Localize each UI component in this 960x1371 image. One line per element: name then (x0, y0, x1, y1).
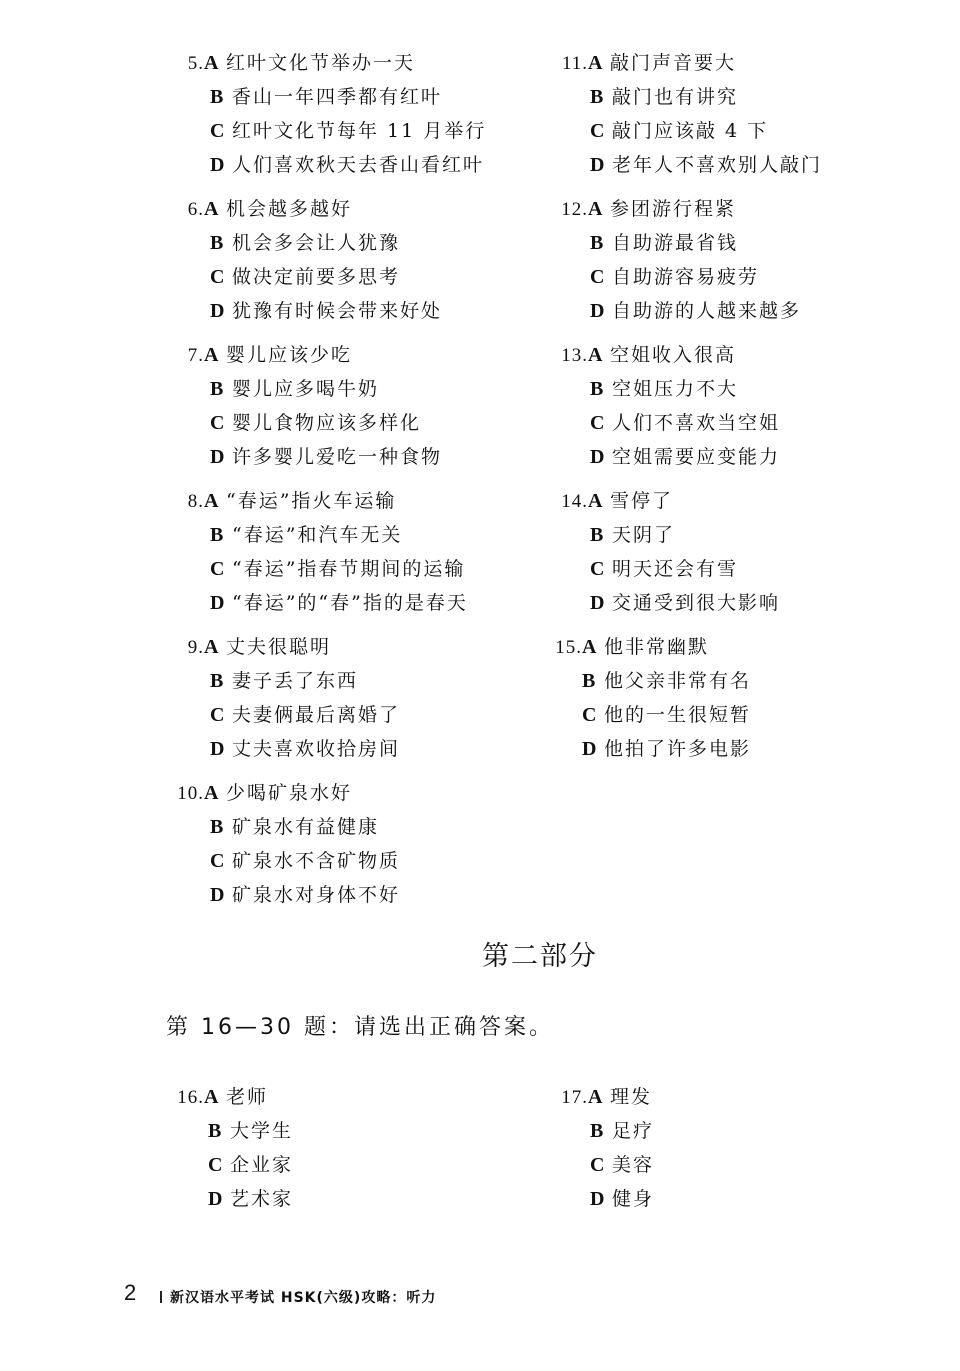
option-text: 艺术家 (230, 1188, 294, 1210)
option-letter: C (582, 704, 597, 726)
option-text: 交通受到很大影响 (612, 592, 781, 614)
question-number: 13. (561, 345, 588, 366)
option-text: 许多婴儿爱吃一种食物 (232, 446, 443, 468)
question-number: 9. (187, 637, 204, 658)
option-text: 少喝矿泉水好 (226, 782, 353, 804)
option-letter: B (210, 524, 224, 546)
option-text: 矿泉水对身体不好 (232, 884, 401, 906)
footer-divider (160, 1291, 162, 1303)
option-text: 机会越多越好 (226, 198, 353, 220)
option-text: 丈夫很聪明 (226, 636, 332, 658)
option-letter: B (208, 1120, 222, 1142)
option-letter: D (590, 592, 605, 614)
option-text: 自助游容易疲劳 (612, 266, 760, 288)
option-letter: D (210, 592, 225, 614)
question-number: 12. (561, 199, 588, 220)
option-text: 婴儿应该少吃 (226, 344, 353, 366)
option-letter: B (582, 670, 596, 692)
option-text: 人们喜欢秋天去香山看红叶 (232, 154, 485, 176)
option-letter: D (210, 300, 225, 322)
option-letter: D (590, 300, 605, 322)
option-text: 敲门应该敲 4 下 (612, 120, 769, 142)
option-text: “春运”指春节期间的运输 (232, 558, 466, 580)
question-17 (546, 1080, 654, 1216)
option-text: “春运”指火车运输 (226, 490, 397, 512)
option-text: 机会多会让人犹豫 (232, 232, 401, 254)
option-letter: A (204, 344, 219, 366)
question-number: 10. (177, 783, 204, 804)
question-number: 14. (561, 491, 588, 512)
option-letter: B (210, 232, 224, 254)
section-title: 第二部分 (482, 941, 598, 972)
option-letter: D (210, 738, 225, 760)
option-letter: B (590, 1120, 604, 1142)
option-letter: A (204, 1086, 219, 1108)
option-text: 婴儿应多喝牛奶 (232, 378, 380, 400)
question-number: 11. (561, 53, 588, 74)
option-text: 自助游的人越来越多 (612, 300, 802, 322)
option-text: 夫妻俩最后离婚了 (232, 704, 401, 726)
option-letter: D (210, 884, 225, 906)
question-number: 17. (561, 1087, 588, 1108)
option-text: 红叶文化节每年 11 月举行 (232, 120, 487, 142)
question-13 (548, 338, 780, 474)
option-text: 自助游最省钱 (612, 232, 739, 254)
option-letter: A (588, 1086, 603, 1108)
option-text: 足疗 (612, 1120, 655, 1142)
option-letter: A (582, 636, 597, 658)
option-text: 老师 (226, 1086, 269, 1108)
option-text: “春运”的“春”指的是春天 (232, 592, 468, 614)
question-number: 8. (187, 491, 204, 512)
option-letter: B (210, 86, 224, 108)
option-letter: D (590, 154, 605, 176)
option-text: 他父亲非常有名 (604, 670, 752, 692)
option-text: 明天还会有雪 (612, 558, 739, 580)
option-text: 他的一生很短暂 (604, 704, 752, 726)
option-text: 矿泉水有益健康 (232, 816, 380, 838)
option-text: 敲门声音要大 (610, 52, 737, 74)
question-10 (166, 776, 400, 912)
option-letter: D (582, 738, 597, 760)
option-letter: B (590, 232, 604, 254)
question-9 (170, 630, 400, 766)
option-letter: A (204, 52, 219, 74)
option-text: 他拍了许多电影 (604, 738, 752, 760)
option-text: 他非常幽默 (604, 636, 710, 658)
option-text: 天阴了 (612, 524, 676, 546)
option-text: 大学生 (230, 1120, 294, 1142)
option-text: 理发 (610, 1086, 653, 1108)
option-letter: C (590, 120, 605, 142)
question-11 (548, 46, 822, 182)
option-letter: A (204, 198, 219, 220)
option-text: 健身 (612, 1188, 655, 1210)
option-letter: B (210, 670, 224, 692)
option-letter: D (590, 446, 605, 468)
option-text: 婴儿食物应该多样化 (232, 412, 422, 434)
option-letter: D (590, 1188, 605, 1210)
option-letter: D (210, 154, 225, 176)
section-instruction: 第 16—30 题：请选出正确答案。 (166, 1015, 554, 1040)
option-letter: B (590, 86, 604, 108)
option-letter: C (210, 704, 225, 726)
question-number: 5. (187, 53, 204, 74)
option-text: 雪停了 (610, 490, 674, 512)
question-number: 16. (177, 1087, 204, 1108)
option-letter: A (588, 490, 603, 512)
option-text: 美容 (612, 1154, 655, 1176)
option-letter: C (590, 412, 605, 434)
question-number: 15. (555, 637, 582, 658)
option-letter: A (204, 636, 219, 658)
option-letter: B (210, 378, 224, 400)
option-text: 空姐收入很高 (610, 344, 737, 366)
page-number: 2 (124, 1280, 137, 1305)
option-letter: C (590, 1154, 605, 1176)
option-letter: B (590, 378, 604, 400)
option-text: 做决定前要多思考 (232, 266, 401, 288)
book-title: 新汉语水平考试 HSK(六级)攻略：听力 (170, 1290, 437, 1306)
option-letter: C (210, 412, 225, 434)
option-text: 企业家 (230, 1154, 294, 1176)
option-letter: A (204, 782, 219, 804)
option-text: 犹豫有时候会带来好处 (232, 300, 443, 322)
option-letter: C (210, 850, 225, 872)
option-letter: B (590, 524, 604, 546)
option-text: 参团游行程紧 (610, 198, 737, 220)
option-letter: D (210, 446, 225, 468)
option-text: 妻子丢了东西 (232, 670, 359, 692)
option-letter: C (210, 120, 225, 142)
question-5 (170, 46, 486, 182)
option-text: 人们不喜欢当空姐 (612, 412, 781, 434)
question-8 (170, 484, 468, 620)
question-16 (166, 1080, 293, 1216)
option-letter: C (590, 266, 605, 288)
option-text: 丈夫喜欢收拾房间 (232, 738, 401, 760)
option-letter: A (204, 490, 219, 512)
question-12 (548, 192, 801, 328)
option-letter: B (210, 816, 224, 838)
question-number: 6. (187, 199, 204, 220)
option-letter: C (210, 558, 225, 580)
option-text: 红叶文化节举办一天 (226, 52, 416, 74)
option-text: 老年人不喜欢别人敲门 (612, 154, 823, 176)
option-letter: A (588, 52, 603, 74)
option-letter: A (588, 344, 603, 366)
option-text: 香山一年四季都有红叶 (232, 86, 443, 108)
option-text: “春运”和汽车无关 (232, 524, 403, 546)
option-letter: C (210, 266, 225, 288)
option-text: 空姐需要应变能力 (612, 446, 781, 468)
option-text: 空姐压力不大 (612, 378, 739, 400)
option-letter: A (588, 198, 603, 220)
option-text: 矿泉水不含矿物质 (232, 850, 401, 872)
option-letter: C (208, 1154, 223, 1176)
question-number: 7. (187, 345, 204, 366)
running-footer (160, 1287, 436, 1307)
question-7 (170, 338, 442, 474)
question-15 (548, 630, 751, 766)
question-14 (548, 484, 780, 620)
option-letter: C (590, 558, 605, 580)
option-letter: D (208, 1188, 223, 1210)
question-6 (170, 192, 442, 328)
option-text: 敲门也有讲究 (612, 86, 739, 108)
